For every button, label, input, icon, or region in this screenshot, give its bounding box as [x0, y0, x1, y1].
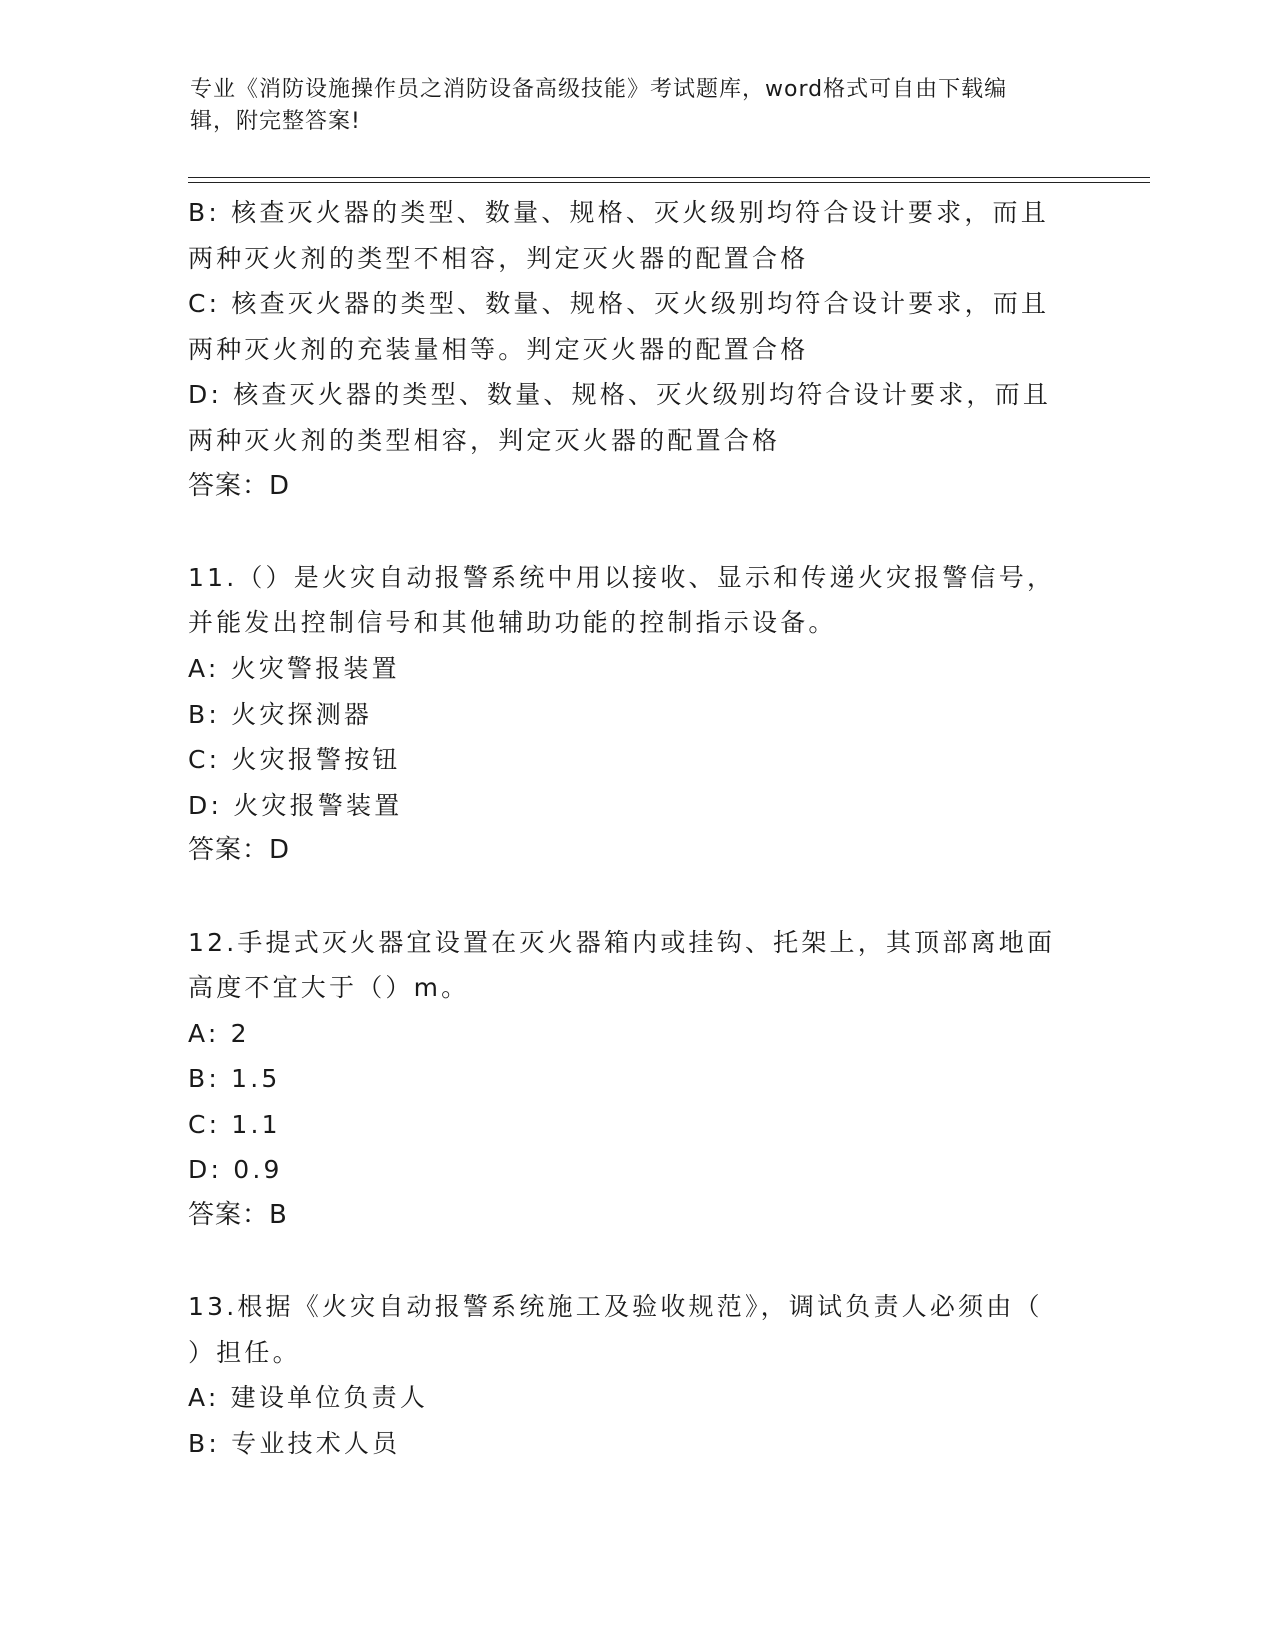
- q10-option-d-line-2: 两种灭火剂的类型相容，判定灭火器的配置合格: [188, 425, 781, 455]
- q11-option-b: B: 火灾探测器: [188, 699, 373, 729]
- q12-answer: 答案：B: [188, 1200, 288, 1231]
- q12-option-a: A: 2: [188, 1018, 250, 1048]
- spacer: [188, 509, 1088, 555]
- question-12-block: [188, 920, 1088, 1239]
- q11-option-d: D: 火灾报警装置: [188, 790, 403, 820]
- header-divider-bottom: [188, 182, 1150, 183]
- q11-stem-line-1: 11.（）是火灾自动报警系统中用以接收、显示和传递火灾报警信号，: [188, 562, 1056, 592]
- q11-stem-line-2: 并能发出控制信号和其他辅助功能的控制指示设备。: [188, 608, 837, 638]
- q11-option-a: A: 火灾警报装置: [188, 653, 400, 683]
- q10-answer: 答案：D: [188, 470, 291, 501]
- question-content: [188, 190, 1088, 1467]
- question-10-block: [188, 190, 1088, 509]
- q12-option-d: D: 0.9: [188, 1155, 283, 1185]
- header-line-2: 辑，附完整答案!: [190, 109, 361, 134]
- header-line-1: 专业《消防设施操作员之消防设备高级技能》考试题库，word格式可自由下载编: [190, 77, 1008, 102]
- q13-stem-line-2: ）担任。: [188, 1337, 301, 1367]
- q13-option-a: A: 建设单位负责人: [188, 1383, 429, 1413]
- q10-option-c-line-2: 两种灭火剂的充装量相等。判定灭火器的配置合格: [188, 334, 809, 364]
- q12-option-b: B: 1.5: [188, 1064, 281, 1094]
- q10-option-b-line-2: 两种灭火剂的类型不相容，判定灭火器的配置合格: [188, 243, 809, 273]
- q11-answer: 答案：D: [188, 835, 291, 866]
- q13-stem-line-1: 13.根据《火灾自动报警系统施工及验收规范》，调试负责人必须由（: [188, 1292, 1043, 1322]
- document-header: [190, 74, 1070, 138]
- q10-option-d-line-1: D: 核查灭火器的类型、数量、规格、灭火级别均符合设计要求，而且: [188, 380, 1052, 410]
- spacer: [188, 1239, 1088, 1285]
- question-13-block: [188, 1284, 1088, 1466]
- question-11-block: [188, 555, 1088, 874]
- q10-option-b-line-1: B: 核查灭火器的类型、数量、规格、灭火级别均符合设计要求，而且: [188, 198, 1049, 227]
- q12-stem-line-1: 12.手提式灭火器宜设置在灭火器箱内或挂钩、托架上，其顶部离地面: [188, 927, 1056, 957]
- spacer: [188, 874, 1088, 920]
- q12-option-c: C: 1.1: [188, 1109, 281, 1139]
- q11-option-c: C: 火灾报警按钮: [188, 745, 401, 775]
- q12-stem-line-2: 高度不宜大于（）m。: [188, 973, 470, 1003]
- header-divider-top: [188, 177, 1150, 178]
- q10-option-c-line-1: C: 核查灭火器的类型、数量、规格、灭火级别均符合设计要求，而且: [188, 289, 1050, 319]
- q13-option-b: B: 专业技术人员: [188, 1429, 401, 1459]
